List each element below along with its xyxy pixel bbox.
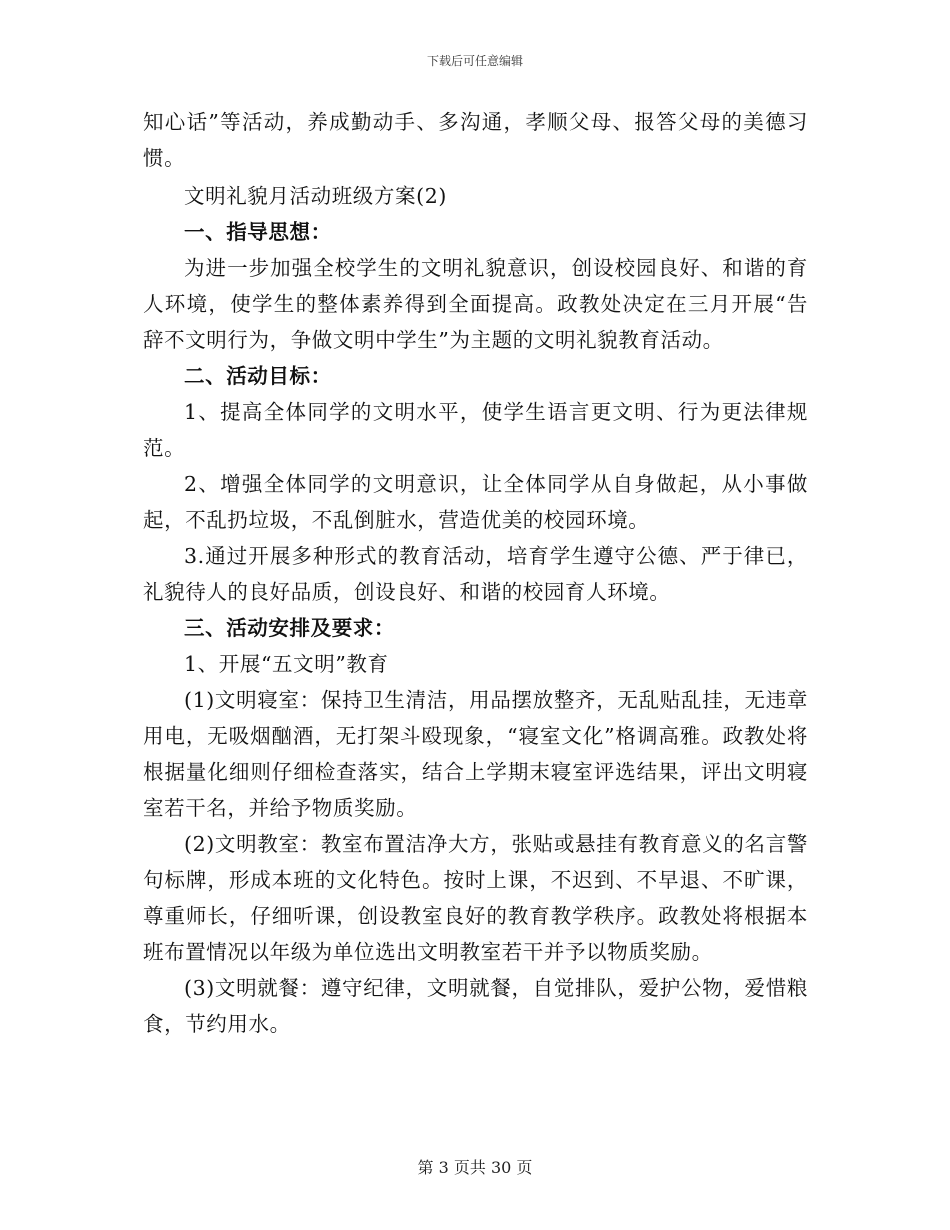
section-heading-guiding-thought: 一、指导思想： <box>184 220 332 244</box>
section-heading-goals: 二、活动目标： <box>184 364 332 388</box>
paragraph-item-dining: (3)文明就餐：遵守纪律，文明就餐，自觉排队，爱护公物，爱惜粮食，节约用水。 <box>143 976 808 1036</box>
paragraph-goal-3: 3.通过开展多种形式的教育活动，培育学生遵守公德、严于律已，礼貌待人的良好品质，创设良好、和谐的校园育人环境。 <box>143 544 808 604</box>
paragraph-goal-2: 2、增强全体同学的文明意识，让全体同学从自身做起，从小事做起，不乱扔垃圾，不乱倒脏水，营造优美的校园环境。 <box>143 472 808 532</box>
paragraph-continuation: 知心话”等活动，养成勤动手、多沟通，孝顺父母、报答父母的美德习惯。 <box>143 110 808 170</box>
paragraph-goal-1: 1、提高全体同学的文明水平，使学生语言更文明、行为更法律规范。 <box>143 400 808 460</box>
paragraph-item-classroom: (2)文明教室：教室布置洁净大方，张贴或悬挂有教育意义的名言警句标牌，形成本班的文化特色。按时上课，不迟到、不早退、不旷课，尊重师长，仔细听课，创设教室良好的教育教学秩序。政教处将根据本班布置情况以年级为单位选出文明教室若干并予以物质奖励。 <box>143 832 808 964</box>
paragraph-item-dorm: (1)文明寝室：保持卫生清洁，用品摆放整齐，无乱贴乱挂，无违章用电，无吸烟酗酒，无打架斗殴现象，“寝室文化”格调高雅。政教处将根据量化细则仔细检查落实，结合上学期末寝室评选结果，评出文明寝室若干名，并给予物质奖励。 <box>143 688 808 820</box>
plan-title: 文明礼貌月活动班级方案(2) <box>184 184 447 208</box>
section-heading-arrangements: 三、活动安排及要求： <box>184 616 395 640</box>
paragraph-arrangement-1: 1、开展“五文明”教育 <box>184 652 389 676</box>
page-footer: 第 3 页共 30 页 <box>417 1158 533 1177</box>
document-body <box>143 104 808 1042</box>
paragraph-guiding-thought: 为进一步加强全校学生的文明礼貌意识，创设校园良好、和谐的育人环境，使学生的整体素养得到全面提高。政教处决定在三月开展“告辞不文明行为，争做文明中学生”为主题的文明礼貌教育活动。 <box>143 256 808 352</box>
page-header: 下载后可任意编辑 <box>426 54 523 68</box>
